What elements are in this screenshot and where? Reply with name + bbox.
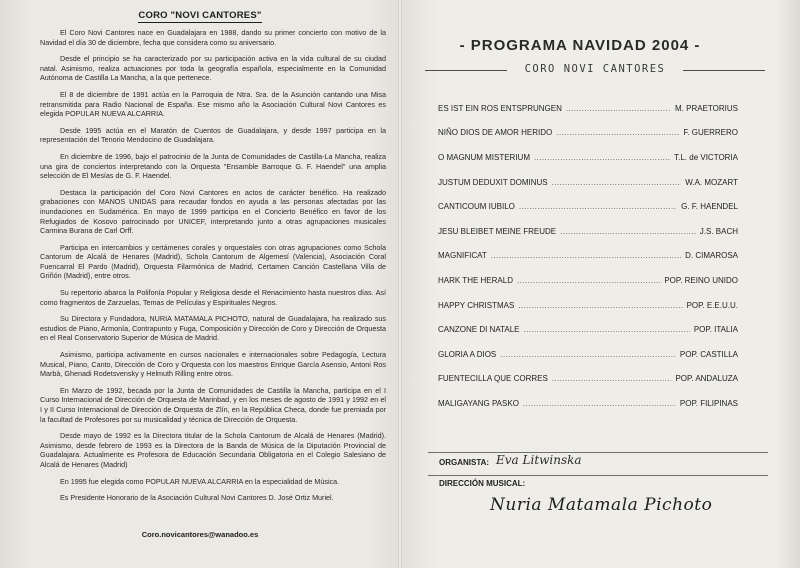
history-paragraph: El Coro Novi Cantores nace en Guadalajara en 1988, dando su primer concierto con motivo de la Navidad el día 30 de diciembre, fecha que considera como su aniversario. xyxy=(40,28,386,47)
program-row xyxy=(438,342,738,367)
history-paragraph: Desde el principio se ha caracterizado por su participación activa en la vida cultural de su ciudad natal. Asimismo, realiza actuaciones por toda la geografía española, especialmente en la Comunidad Autónoma de Castilla La Mancha, a la que pertenece. xyxy=(40,54,386,83)
organist-signature: Eva Litwinska xyxy=(496,453,582,467)
dot-leader xyxy=(523,399,676,408)
program-row xyxy=(438,268,738,293)
program-row xyxy=(438,170,738,195)
history-paragraph: En 1995 fue elegida como POPULAR NUEVA ALCARRIA en la especialidad de Música. xyxy=(60,476,340,486)
history-paragraph: Desde 1995 actúa en el Maratón de Cuentos de Guadalajara, y desde 1997 participa en la representación del Tenorio Mendocino de Guadalajara. xyxy=(40,125,386,145)
musical-director-signature: Nuria Matamala Pichoto xyxy=(490,495,713,515)
piece-title: HARK THE HERALD xyxy=(438,275,513,285)
program-row xyxy=(438,194,738,219)
piece-title: HAPPY CHRISTMAS xyxy=(438,300,515,310)
program-title: - PROGRAMA NAVIDAD 2004 - xyxy=(459,37,701,54)
piece-composer: F. GUERRERO xyxy=(683,128,738,138)
dot-leader xyxy=(491,251,681,260)
program-row xyxy=(438,145,738,170)
dot-leader xyxy=(518,301,682,310)
piece-title: MAGNIFICAT xyxy=(438,251,487,261)
dot-leader xyxy=(517,276,660,285)
piece-title: NIÑO DIOS DE AMOR HERIDO xyxy=(438,128,553,138)
piece-composer: POP. REINO UNIDO xyxy=(664,275,738,285)
piece-title: CANZONE DI NATALE xyxy=(438,325,520,335)
piece-composer: T.L. de VICTORIA xyxy=(674,152,738,162)
musical-director-label: DIRECCIÓN MUSICAL: xyxy=(439,479,526,488)
piece-composer: W.A. MOZART xyxy=(685,177,738,187)
piece-composer: J.S. BACH xyxy=(699,226,738,236)
piece-title: GLORIA A DIOS xyxy=(438,349,497,359)
history-paragraph: Es Presidente Honorario de la Asociación Cultural Novi Cantores D. José Ortiz Muriel. xyxy=(60,493,334,503)
program-subtitle xyxy=(425,62,765,80)
piece-title: FUENTECILLA QUE CORRES xyxy=(438,374,548,384)
program-row xyxy=(438,121,738,146)
history-paragraph: Su repertorio abarca la Polifonía Popular y Religiosa desde el Renacimiento hasta nuestros días. Así como fragmentos de Zarzuelas, Temas de Películas y Espirituales Negros. xyxy=(40,288,386,307)
separator-rule xyxy=(428,475,768,476)
history-paragraph: Desde mayo de 1992 es la Directora titular de la Schola Cantorum de Alcalá de Henares (Madrid). Asimismo, desde febrero de 1993 es la Directora de la Banda de Música de la Diputación Provincial de Guadalajara. Actualmente es Profesora de Educación Secundaria Obligatoria en el Colegio Salesiano de Alcalá de Henares (Madrid) xyxy=(40,431,386,469)
contact-email: Coro.novicantores@wanadoo.es xyxy=(141,530,259,539)
program-row xyxy=(438,293,738,318)
history-paragraph: Su Directora y Fundadora, NURIA MATAMALA PICHOTO, natural de Guadalajara, ha realizado sus estudios de Piano, Armonía, Contrapunto y Fuga, Composición y Dirección de Coro y Dirección de Orquesta en el Real Conservatorio Superior de Música de Madrid. xyxy=(40,314,386,343)
piece-composer: POP. CASTILLA xyxy=(679,349,738,359)
program-row xyxy=(438,96,738,121)
piece-title: O MAGNUM MISTERIUM xyxy=(438,152,530,162)
piece-title: ES IST EIN ROS ENTSPRUNGEN xyxy=(438,103,562,113)
piece-title: JUSTUM DEDUXIT DOMINUS xyxy=(438,177,548,187)
program-list xyxy=(438,96,738,416)
program-row xyxy=(438,391,738,416)
choir-history-title: CORO "NOVI CANTORES" xyxy=(138,10,262,21)
history-paragraph: En diciembre de 1996, bajo el patrocinio de la Junta de Comunidades de Castilla-La Mancha, realiza una gira de conciertos interpretando con la Orquesta "Ensamble Barroque G. F. Haendel" una amplia selección de El Mesías de G. F. Haendel. xyxy=(40,151,386,181)
dot-leader xyxy=(519,202,677,211)
piece-composer: POP. FILIPINAS xyxy=(679,398,738,408)
choir-history-body xyxy=(40,28,386,510)
dot-leader xyxy=(556,128,679,137)
piece-composer: G. F. HAENDEL xyxy=(681,202,738,212)
subtitle-text: CORO NOVI CANTORES xyxy=(524,63,666,75)
piece-composer: POP. E.E.U.U. xyxy=(686,300,738,310)
dot-leader xyxy=(524,325,690,334)
history-paragraph: Destaca la participación del Coro Novi Cantores en actos de carácter benéfico. Ha realizado grabaciones con MANOS UNIDAS para recaudar fondos en ayuda a las personas afectadas por las inundaciones en Sudamérica. En mayo de 1999 participa en el Concierto Benéfico en favor de los Refugiados de Kosovo patrocinado por UNICEF, interpretando junto a otras agrupaciones musicales Carmina Burana de Carl Orff. xyxy=(40,187,386,236)
program-row xyxy=(438,244,738,269)
dot-leader xyxy=(552,374,672,383)
piece-title: JESU BLEIBET MEINE FREUDE xyxy=(438,226,557,236)
history-paragraph: Participa en intercambios y certámenes corales y orquestales con otras agrupaciones como Schola Cantorum de Alcalá de Henares (Madrid), Schola Cantorum de Algemesí (Valencia), Asociación Coral Fuencarral El Pardo (Madrid), Orquesta Filarmónica de Madrid, Certamen Canción Castellana Villa de Griñón (Madrid), entre otros. xyxy=(40,242,386,281)
dot-leader xyxy=(534,153,670,162)
piece-title: CANTICOUM IUBILO xyxy=(438,202,515,212)
dot-leader xyxy=(500,350,676,359)
piece-composer: D. CIMAROSA xyxy=(685,251,738,261)
program-row xyxy=(438,367,738,392)
separator-rule xyxy=(428,452,768,453)
subtitle-rule-right xyxy=(683,70,765,71)
dot-leader xyxy=(552,178,682,187)
program-row xyxy=(438,317,738,342)
organist-label: ORGANISTA: xyxy=(439,458,490,467)
page-fold xyxy=(398,0,402,568)
history-paragraph: El 8 de diciembre de 1991 actúa en la Parroquia de Ntra. Sra. de la Asunción cantando una Misa retransmitida para Radio Nacional de España. Ese mismo año la Asociación Cultural Novi Cantores es elegida POPULAR NUEVA ALCARRIA. xyxy=(40,89,386,119)
dot-leader xyxy=(566,104,671,113)
program-row xyxy=(438,219,738,244)
history-paragraph: Asimismo, participa activamente en cursos nacionales e internacionales sobre Pedagogía, Lectura Musical, Piano, Canto, Dirección de Coro y Orquesta con los maestros Enrique García Asensio, Antoni Ros Marbà, Ghenadi Rodetsvensky y Helmuth Rilling entre otros. xyxy=(40,350,386,379)
piece-composer: POP. ANDALUZA xyxy=(675,374,738,384)
piece-composer: M. PRAETORIUS xyxy=(675,103,738,113)
piece-title: MALIGAYANG PASKO xyxy=(438,398,519,408)
history-paragraph: En Marzo de 1992, becada por la Junta de Comunidades de Castilla la Mancha, participa en el I Curso Internacional de Dirección de Orquesta de Marinbad, y en los meses de agosto de 1991 y 1992 en el I y II Curso Internacional de Dirección de Orquesta de Zlín, en la República Checa, donde fue premiada por la facultad de Profesores por su musicalidad y técnica de Dirección de Orquesta. xyxy=(40,385,386,424)
dot-leader xyxy=(560,227,696,236)
piece-composer: POP. ITALIA xyxy=(693,325,738,335)
